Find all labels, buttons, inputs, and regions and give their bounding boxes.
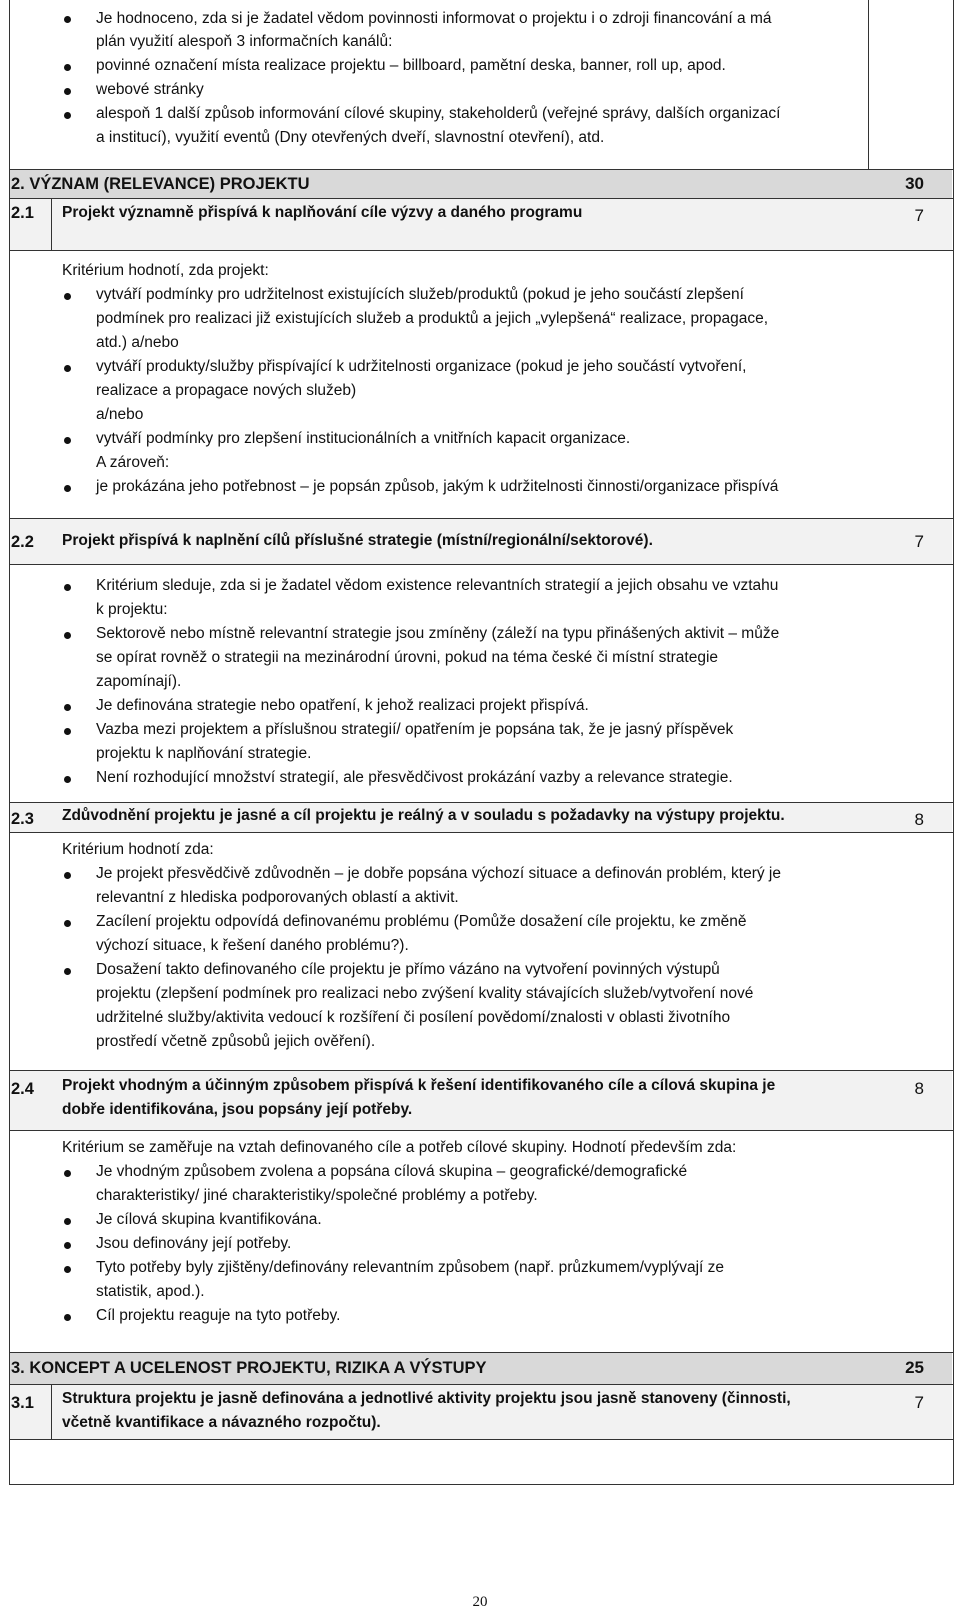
- row-2-3-line: Zacílení projektu odpovídá definovanému problému (Pomůže dosažení cíle projektu, ke změně: [96, 913, 747, 930]
- bullet-icon: [64, 968, 71, 975]
- row-2-3-title: Zdůvodnění projektu je jasné a cíl projektu je reálný a v souladu s požadavky na výstupy projektu.: [62, 807, 785, 824]
- row-2-3-line: projektu (zlepšení podmínek pro realizaci nebo zvýšení kvality stávajících služeb/vytvoření nové: [96, 985, 754, 1002]
- row-2-1-line: atd.) a/nebo: [96, 334, 179, 351]
- row-2-1-line: vytváří podmínky pro zlepšení institucionálních a vnitřních kapacit organizace.: [96, 430, 631, 447]
- row-2-2-line: Je definována strategie nebo opatření, k jehož realizaci projekt přispívá.: [96, 697, 589, 714]
- bullet-icon: [64, 1218, 71, 1225]
- row-2-3-line: Je projekt přesvědčivě zdůvodněn – je dobře popsána výchozí situace a definován problém, který je: [96, 865, 781, 882]
- row-2-1-number: 2.1: [11, 204, 34, 222]
- row-2-4-title-line: Projekt vhodným a účinným způsobem přispívá k řešení identifikovaného cíle a cílová skupina je: [62, 1077, 776, 1094]
- row-2-3-line: Dosažení takto definovaného cíle projektu je přímo vázáno na vytvoření povinných výstupů: [96, 961, 720, 978]
- row-2-1-line: vytváří produkty/služby přispívající k udržitelnosti organizace (pokud je jeho součástí vytvoření,: [96, 358, 747, 375]
- row-2-4-line: statistik, apod.).: [96, 1283, 205, 1300]
- row-2-3-intro: Kritérium hodnotí zda:: [62, 841, 214, 858]
- row-2-1-line: a/nebo: [96, 406, 144, 423]
- row-2-2-line: Vazba mezi projektem a příslušnou strategií/ opatřením je popsána tak, že je jasný příspěvek: [96, 721, 734, 738]
- bullet-icon: [64, 88, 71, 95]
- top-list-line: alespoň 1 další způsob informování cílové skupiny, stakeholderů (veřejné správy, dalších organizací: [96, 105, 781, 122]
- section-3-points: 25: [905, 1358, 924, 1377]
- top-list-line: Je hodnoceno, zda si je žadatel vědom povinnosti informovat o projektu i o zdroji financování a má: [96, 10, 772, 27]
- row-2-2-line: se opírat rovněž o strategii na mezinárodní úrovni, pokud na téma české či místní strategie: [96, 649, 719, 666]
- row-2-4-number: 2.4: [11, 1080, 34, 1098]
- page-number: 20: [472, 1594, 488, 1610]
- row-2-1-line: realizace a propagace nových služeb): [96, 382, 357, 399]
- bullet-icon: [64, 776, 71, 783]
- top-list-line: webové stránky: [96, 81, 204, 98]
- bullet-icon: [64, 64, 71, 71]
- row-2-4-line: Je cílová skupina kvantifikována.: [96, 1211, 322, 1228]
- row-2-1-line: podmínek pro realizaci již existujících služeb a produktů a jejich „vylepšená“ realizace, propagace,: [96, 310, 769, 327]
- section-2-points: 30: [905, 174, 924, 193]
- row-2-2-points: 7: [914, 532, 924, 551]
- top-list-line: a institucí), využití eventů (Dny otevřených dveří, slavnostní otevření), atd.: [96, 129, 605, 146]
- row-3-1-title-line: Struktura projektu je jasně definována a jednotlivé aktivity projektu jsou jasně stanoveny (činnosti,: [62, 1390, 791, 1407]
- bullet-icon: [64, 872, 71, 879]
- bullet-icon: [64, 16, 71, 23]
- row-2-2-line: k projektu:: [96, 601, 168, 618]
- bullet-icon: [64, 437, 71, 444]
- row-2-3-number: 2.3: [11, 810, 34, 828]
- bullet-icon: [64, 920, 71, 927]
- bullet-icon: [64, 112, 71, 119]
- row-2-3-line: výchozí situace, k řešení daného problému?).: [96, 937, 409, 954]
- bullet-icon: [64, 485, 71, 492]
- row-2-3-line: prostředí včetně způsobů jejich ověření).: [96, 1033, 376, 1050]
- row-2-4-line: Je vhodným způsobem zvolena a popsána cílová skupina – geografické/demografické: [96, 1163, 688, 1180]
- bullet-icon: [64, 632, 71, 639]
- row-2-1-title: Projekt významně přispívá k naplňování cíle výzvy a daného programu: [62, 204, 583, 221]
- row-2-1-line: vytváří podmínky pro udržitelnost existujících služeb/produktů (pokud je jeho součástí zlepšení: [96, 286, 744, 303]
- bullet-icon: [64, 704, 71, 711]
- bullet-icon: [64, 1242, 71, 1249]
- row-2-3-points: 8: [914, 810, 924, 829]
- section-2-title: 2. VÝZNAM (RELEVANCE) PROJEKTU: [11, 175, 310, 193]
- bullet-icon: [64, 728, 71, 735]
- row-3-1-number: 3.1: [11, 1394, 34, 1412]
- row-2-2-line: Kritérium sleduje, zda si je žadatel vědom existence relevantních strategií a jejich obsahu ve vztahu: [96, 577, 779, 594]
- row-2-4-line: Jsou definovány její potřeby.: [96, 1235, 292, 1252]
- row-2-4-line: Tyto potřeby byly zjištěny/definovány relevantním způsobem (např. průzkumem/vyplývají ze: [96, 1259, 725, 1276]
- bullet-icon: [64, 584, 71, 591]
- bullet-icon: [64, 293, 71, 300]
- row-2-2-title: Projekt přispívá k naplnění cílů příslušné strategie (místní/regionální/sektorové).: [62, 532, 653, 549]
- row-3-1-points: 7: [914, 1393, 924, 1412]
- row-2-1-intro: Kritérium hodnotí, zda projekt:: [62, 262, 269, 279]
- row-2-4-intro: Kritérium se zaměřuje na vztah definovaného cíle a potřeb cílové skupiny. Hodnotí především zda:: [62, 1139, 737, 1156]
- bullet-icon: [64, 1170, 71, 1177]
- row-2-1-line: je prokázána jeho potřebnost – je popsán způsob, jakým k udržitelnosti činnosti/organizace přispívá: [96, 478, 779, 495]
- bullet-icon: [64, 1266, 71, 1273]
- row-2-1-points: 7: [914, 206, 924, 225]
- top-list-line: plán využití alespoň 3 informačních kanálů:: [96, 33, 393, 50]
- row-2-3-line: udržitelné služby/aktivita vedoucí k rozšíření či posílení povědomí/znalosti v oblasti životního: [96, 1009, 731, 1026]
- row-3-1-title-line: včetně kvantifikace a návazného rozpočtu).: [62, 1414, 381, 1431]
- row-2-2-number: 2.2: [11, 533, 34, 551]
- bullet-icon: [64, 1314, 71, 1321]
- row-2-4-points: 8: [914, 1079, 924, 1098]
- row-2-2-line: Sektorově nebo místně relevantní strategie jsou zmíněny (záleží na typu přinášených aktivit – může: [96, 625, 780, 642]
- row-2-2-line: Není rozhodující množství strategií, ale přesvědčivost prokázání vazby a relevance strategie.: [96, 769, 733, 786]
- section-3-title: 3. KONCEPT A UCELENOST PROJEKTU, RIZIKA A VÝSTUPY: [11, 1359, 487, 1377]
- row-2-2-line: projektu k naplňování strategie.: [96, 745, 312, 762]
- top-list-line: povinné označení místa realizace projektu – billboard, pamětní deska, banner, roll up, apod.: [96, 57, 726, 74]
- row-2-4-line: Cíl projektu reaguje na tyto potřeby.: [96, 1307, 341, 1324]
- row-2-1-line: A zároveň:: [96, 454, 170, 471]
- bullet-icon: [64, 365, 71, 372]
- row-2-3-line: relevantní z hlediska podporovaných oblastí a aktivit.: [96, 889, 459, 906]
- row-2-4-title-line: dobře identifikována, jsou popsány její potřeby.: [62, 1101, 413, 1118]
- row-2-4-line: charakteristiky/ jiné charakteristiky/společné problémy a potřeby.: [96, 1187, 538, 1204]
- row-2-2-line: zapomínají).: [96, 673, 182, 690]
